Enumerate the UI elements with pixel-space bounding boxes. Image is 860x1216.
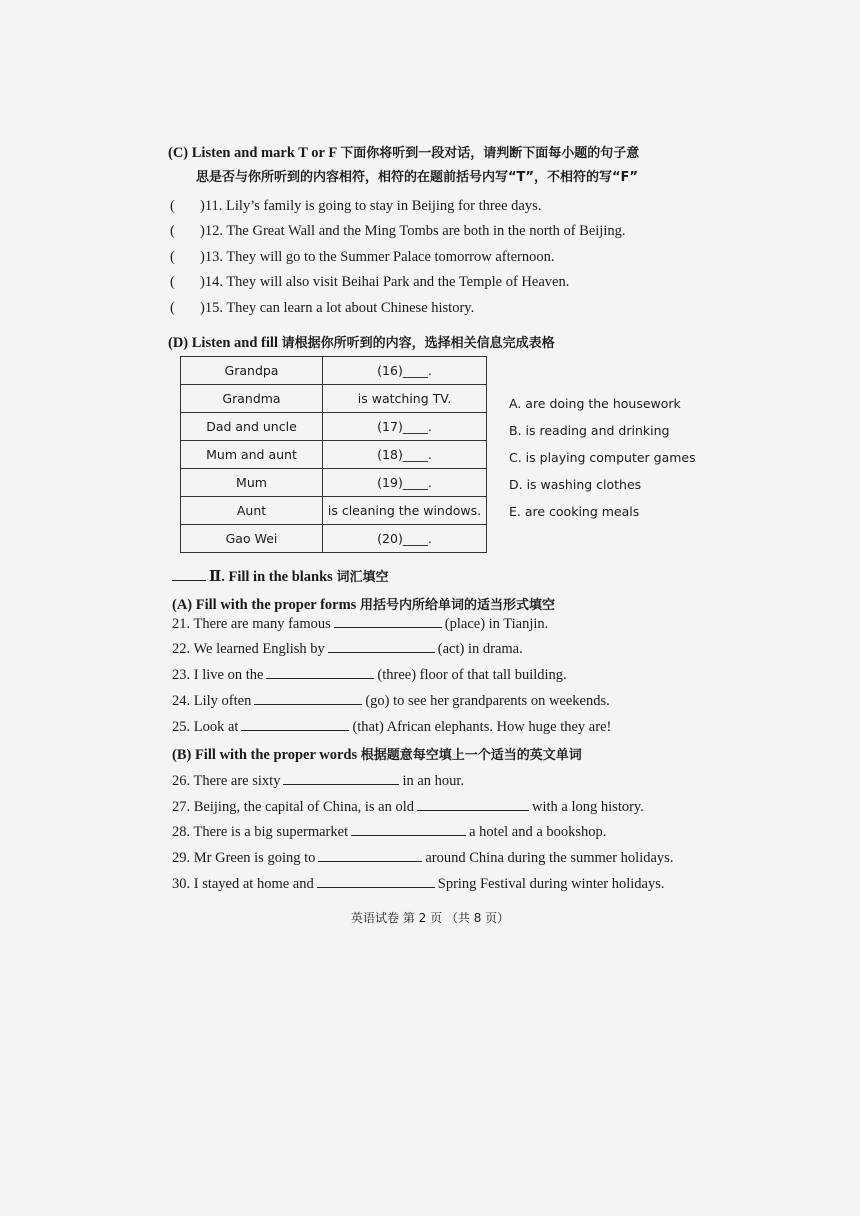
table-row: [181, 441, 487, 469]
section-b2-title: (B) Fill with the proper words: [172, 747, 358, 763]
item-text: 22. We learned English by: [172, 641, 325, 657]
item-text: (go) to see her grandparents on weekends.: [365, 693, 610, 709]
activity-cell: is watching TV.: [323, 385, 487, 413]
tf-text: )12. The Great Wall and the Ming Tombs are both in the north of Beijing.: [200, 223, 626, 239]
item-text: 28. There is a big supermarket: [172, 824, 349, 840]
item-text: around China during the summer holidays.: [425, 850, 674, 866]
answer-blank[interactable]: [318, 849, 422, 862]
tf-item-15: [170, 300, 474, 317]
section-d-title: (D) Listen and fill: [168, 335, 278, 351]
answer-paren[interactable]: (: [170, 198, 175, 214]
table-row: [181, 497, 487, 525]
fill-table: [180, 356, 487, 553]
answer-blank[interactable]: [241, 718, 349, 731]
fill-item-30: [172, 875, 665, 893]
section-a2-heading: [172, 594, 555, 614]
option-d: D. is washing clothes: [509, 477, 642, 492]
answer-blank[interactable]: [254, 692, 362, 705]
activity-cell[interactable]: (19)____.: [323, 469, 487, 497]
answer-blank[interactable]: [283, 772, 399, 785]
option-b: B. is reading and drinking: [509, 423, 670, 438]
section-c-instruction: 下面你将听到一段对话，请判断下面每小题的句子意: [340, 146, 640, 161]
person-cell: Grandpa: [181, 357, 323, 385]
part2-heading: [172, 566, 388, 586]
fill-item-26: [172, 772, 464, 790]
fill-item-21: [172, 615, 548, 633]
item-text: 27. Beijing, the capital of China, is an old: [172, 799, 415, 815]
section-a2-title: (A) Fill with the proper forms: [172, 597, 357, 613]
section-b2-instruction: 根据题意每空填上一个适当的英文单词: [360, 748, 582, 763]
item-text: with a long history.: [532, 799, 644, 815]
item-text: (place) in Tianjin.: [444, 616, 549, 632]
person-cell: Grandma: [181, 385, 323, 413]
section-a2-instruction: 用括号内所给单词的适当形式填空: [359, 598, 555, 613]
fill-item-22: [172, 640, 523, 658]
score-blank[interactable]: [172, 568, 206, 581]
activity-cell[interactable]: (18)____.: [323, 441, 487, 469]
item-text: 23. I live on the: [172, 667, 264, 683]
answer-blank[interactable]: [417, 798, 529, 811]
option-a: A. are doing the housework: [509, 396, 681, 411]
fill-item-23: [172, 666, 567, 684]
person-cell: Gao Wei: [181, 525, 323, 553]
table-row: [181, 385, 487, 413]
item-text: Spring Festival during winter holidays.: [437, 876, 665, 892]
activity-cell[interactable]: (16)____.: [323, 357, 487, 385]
tf-item-12: [170, 223, 626, 240]
table-row: [181, 357, 487, 385]
answer-paren[interactable]: (: [170, 249, 175, 265]
table-row: [181, 413, 487, 441]
tf-item-13: [170, 249, 555, 266]
answer-blank[interactable]: [328, 640, 435, 653]
tf-text: )15. They can learn a lot about Chinese history.: [200, 300, 475, 316]
activity-cell: is cleaning the windows.: [323, 497, 487, 525]
section-c-instruction-line2: 思是否与你所听到的内容相符，相符的在题前括号内写“T”，不相符的写“F”: [196, 170, 638, 185]
fill-item-27: [172, 798, 644, 816]
item-text: (that) African elephants. How huge they are!: [352, 719, 612, 735]
item-text: (three) floor of that tall building.: [377, 667, 567, 683]
person-cell: Mum: [181, 469, 323, 497]
item-text: 24. Lily often: [172, 693, 252, 709]
activity-cell[interactable]: (20)____.: [323, 525, 487, 553]
fill-item-24: [172, 692, 610, 710]
item-text: 29. Mr Green is going to: [172, 850, 316, 866]
section-d-instruction: 请根据你所听到的内容，选择相关信息完成表格: [281, 336, 555, 351]
person-cell: Mum and aunt: [181, 441, 323, 469]
section-b2-heading: [172, 744, 582, 764]
person-cell: Dad and uncle: [181, 413, 323, 441]
item-text: (act) in drama.: [437, 641, 523, 657]
part2-cn: 词汇填空: [336, 570, 389, 585]
section-c-instruction-cont: [196, 166, 638, 186]
answer-blank[interactable]: [351, 823, 466, 836]
fill-item-29: [172, 849, 673, 867]
tf-text: )11. Lily’s family is going to stay in Beijing for three days.: [200, 198, 542, 214]
fill-item-28: [172, 823, 606, 841]
section-d-heading: [168, 332, 555, 352]
option-c: C. is playing computer games: [509, 450, 696, 465]
item-text: 21. There are many famous: [172, 616, 331, 632]
person-cell: Aunt: [181, 497, 323, 525]
answer-blank[interactable]: [334, 615, 442, 628]
section-c-heading: [168, 142, 639, 162]
part2-title: Ⅱ. Fill in the blanks: [209, 569, 333, 585]
answer-blank[interactable]: [266, 666, 374, 679]
section-c-title: (C) Listen and mark T or F: [168, 145, 337, 161]
activity-cell[interactable]: (17)____.: [323, 413, 487, 441]
fill-item-25: [172, 718, 611, 736]
page-footer: 英语试卷 第 2 页 （共 8 页）: [351, 911, 510, 925]
table-row: [181, 469, 487, 497]
item-text: 25. Look at: [172, 719, 239, 735]
item-text: 30. I stayed at home and: [172, 876, 314, 892]
tf-item-11: [170, 198, 541, 215]
tf-text: )14. They will also visit Beihai Park and the Temple of Heaven.: [200, 274, 570, 290]
item-text: a hotel and a bookshop.: [469, 824, 607, 840]
tf-item-14: [170, 274, 569, 291]
tf-text: )13. They will go to the Summer Palace tomorrow afternoon.: [200, 249, 555, 265]
item-text: 26. There are sixty: [172, 773, 281, 789]
item-text: in an hour.: [402, 773, 465, 789]
answer-paren[interactable]: (: [170, 300, 175, 316]
answer-paren[interactable]: (: [170, 274, 175, 290]
answer-blank[interactable]: [317, 875, 435, 888]
answer-paren[interactable]: (: [170, 223, 175, 239]
option-e: E. are cooking meals: [509, 504, 640, 519]
table-row: [181, 525, 487, 553]
